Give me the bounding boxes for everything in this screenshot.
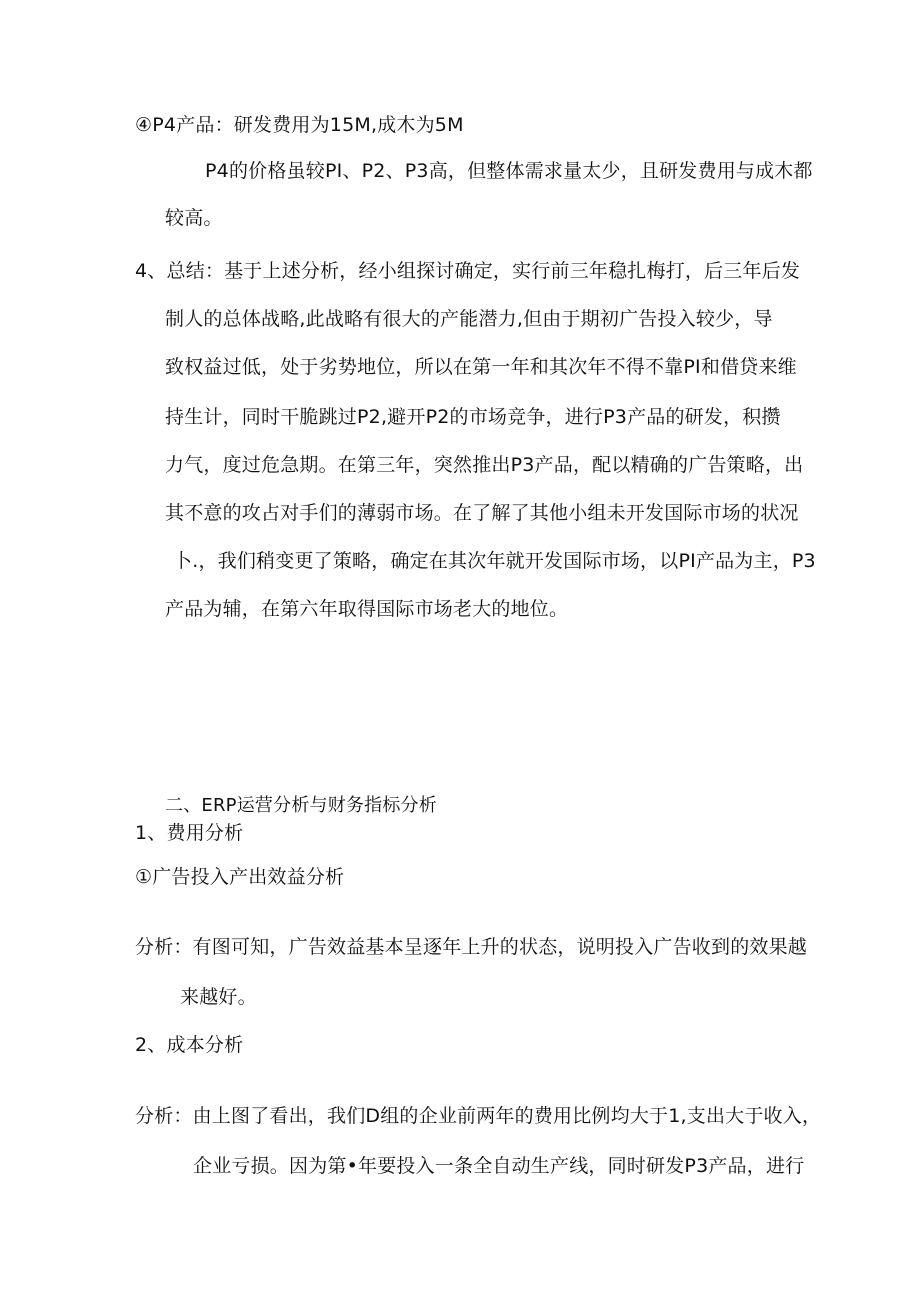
- paragraph-line: 其不意的攻占对手们的薄弱市场。在了解了其他小组未开发国际市场的状况: [165, 502, 799, 524]
- analysis-paragraph-line: 来越好。: [180, 986, 257, 1008]
- paragraph-line: 持生计，同时干脆跳过P2,避开P2的市场竞争，进行P3产品的研发，积攒: [165, 406, 781, 428]
- paragraph-line: 力气，度过危急期。在第三年，突然推出P3产品，配以精确的广告策略，出: [165, 454, 804, 476]
- analysis-paragraph-line: 分析：由上图了看出，我们D组的企业前两年的费用比例均大于1,支出大于收入，: [135, 1105, 822, 1127]
- paragraph-line: 卜.，我们稍变更了策略，确定在其次年就开发国际市场，以PI产品为主，P3: [173, 550, 816, 572]
- paragraph-line: 制人的总体战略,此战略有很大的产能潜力,但由于期初广告投入较少，导: [165, 308, 773, 330]
- p4-product-heading: ④P4产品：研发费用为15M,成木为5M: [135, 114, 464, 136]
- paragraph-line: 产品为辅，在第六年取得国际市场老大的地位。: [165, 598, 569, 620]
- subsection-heading-cost: 1、费用分析: [135, 822, 244, 844]
- paragraph-line: 较高。: [165, 207, 223, 229]
- section-heading: 二、ERP运营分析与财务指标分析: [165, 795, 437, 816]
- analysis-paragraph-line: 企业亏损。因为第•年要投入一条全自动生产线，同时研发P3产品，进行: [193, 1155, 805, 1177]
- subsection-heading-cost-analysis: 2、成本分析: [135, 1034, 244, 1056]
- summary-heading-line: 4、总结：基于上述分析，经小组探讨确定，实行前三年稳扎梅打，后三年后发: [135, 260, 801, 282]
- paragraph-line: 致权益过低，处于劣势地位，所以在第一年和其次年不得不靠PI和借贷来维: [165, 356, 797, 378]
- analysis-paragraph-line: 分析：有图可知，广告效益基本呈逐年上升的状态，说明投入广告收到的效果越: [135, 936, 808, 958]
- paragraph-line: P4的价格虽较PI、P2、P3高，但整体需求量太少，且研发费用与成木都: [205, 160, 813, 182]
- subsection-heading-ad-efficiency: ①广告投入产出效益分析: [135, 866, 345, 888]
